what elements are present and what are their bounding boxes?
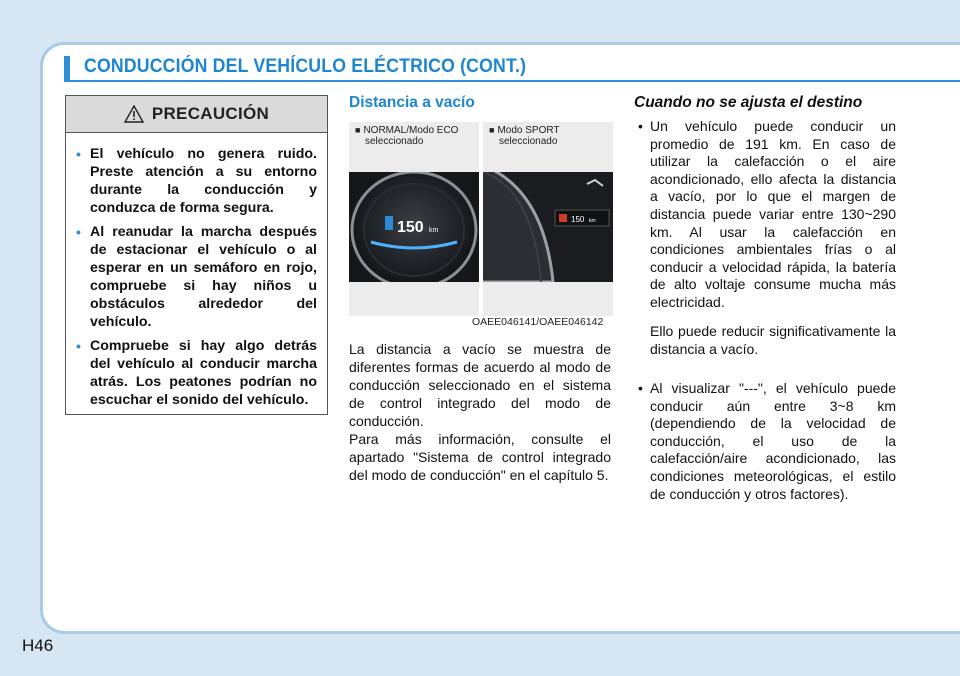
distance-paragraph-1: La distancia a vacío se muestra de diferentes formas de acuerdo al modo de conducción seleccionado en el sistema de control integrado del modo de conducción. [349,341,611,429]
square-bullet-icon: ■ [355,125,361,135]
figure-caption-right: ■ Modo SPORT seleccionado [489,125,560,147]
range-value-sport: 150 [571,215,585,224]
bullet-icon: • [76,224,81,240]
figure-sport [483,122,613,316]
destination-bullet-1: • Un vehículo puede conducir un promedio de 191 km. En caso de utilizar la calefacción o el aire acondicionado, ello afecta la distancia a vacío, por lo que el margen de distancia puede variar entre 130~290 km. Al usar la calefacción en condiciones ambientales frías o al conducir a velocidad rápida, la batería de alto voltaje consume mucha más electricidad. [638,118,896,310]
caution-item: • Al reanudar la marcha después de estacionar el vehículo o al esperar en un semáforo en rojo, compruebe si hay niños u obstáculos alrededor del vehículo. [76,224,317,330]
destination-heading: Cuando no se ajusta el destino [634,94,863,111]
warning-triangle-icon [124,105,144,123]
caution-box [65,95,328,415]
figure-caption-left: ■ NORMAL/Modo ECO seleccionado [355,125,459,147]
figure-normal-eco [349,122,479,316]
range-unit-sport: km [589,218,596,224]
bullet-icon: • [638,380,643,396]
bullet-icon: • [76,146,81,162]
section-header [64,56,960,82]
distance-heading: Distancia a vacío [349,94,475,111]
caution-header [66,96,327,133]
range-value-eco: 150 [397,219,424,236]
cluster-image-eco [349,172,479,282]
distance-paragraph-2: Para más información, consulte el apartado "Sistema de control integrado del modo de conducción" en el capítulo 5. [349,431,611,483]
caution-title: PRECAUCIÓN [151,104,270,123]
destination-bullet-1-continuation: Ello puede reducir significativamente la distancia a vacío. [650,323,896,357]
range-unit-eco: km [429,227,439,234]
bullet-icon: • [76,338,81,354]
figure-code: OAEE046141/OAEE046142 [472,316,604,328]
cluster-image-sport [483,172,613,282]
header-accent [64,56,70,80]
page-number: H46 [22,636,54,655]
caution-item: • El vehículo no genera ruido. Preste atención a su entorno durante la conducción y conduzca de forma segura. [76,146,317,216]
bullet-icon: • [638,118,643,134]
caution-list [66,133,327,409]
page-title: CONDUCCIÓN DEL VEHÍCULO ELÉCTRICO (CONT.) [84,56,527,77]
header-rule [64,80,960,82]
destination-bullet-2: • Al visualizar "---", el vehículo puede conducir aún entre 3~8 km (dependiendo de la velocidad de conducción, el uso de la calefacción/aire acondicionado, las condiciones meteorológicas, el estilo de conducción y otros factores). [638,380,896,502]
caution-item: • Compruebe si hay algo detrás del vehículo al conducir marcha atrás. Los peatones podrían no escuchar el sonido del vehículo. [76,338,317,408]
square-bullet-icon: ■ [489,125,495,135]
